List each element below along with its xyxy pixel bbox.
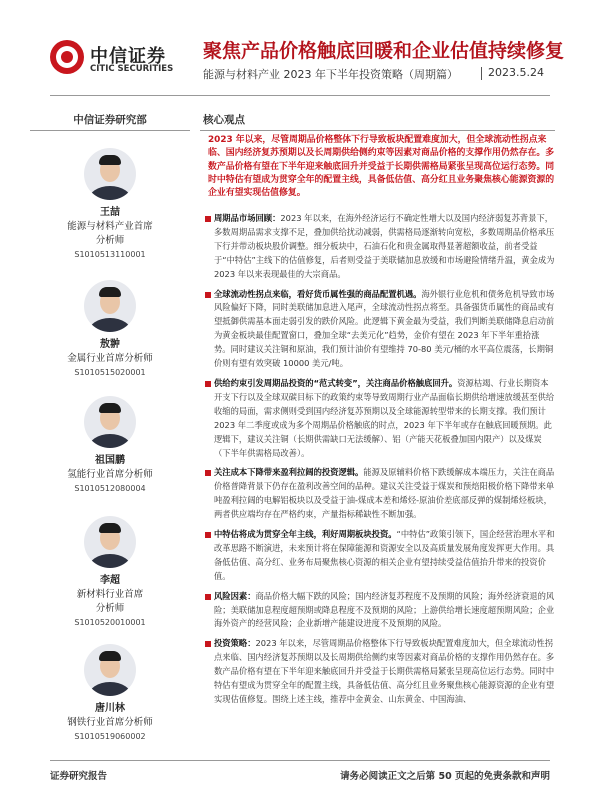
- citic-emblem-icon: [50, 40, 84, 74]
- bullet-square-icon: [205, 532, 211, 538]
- bullet-lead: 风险因素：: [214, 590, 256, 601]
- citic-logo: [50, 38, 190, 88]
- analyst-name: 唐川林: [95, 703, 125, 714]
- analyst-card: [30, 148, 190, 261]
- report-date: 2023.5.24: [488, 66, 544, 79]
- analyst-license-id: S1010519060002: [74, 732, 146, 741]
- bullet-cost-decline: [205, 466, 555, 522]
- analyst-card: [30, 396, 190, 495]
- analyst-card: [30, 644, 190, 743]
- bullet-square-icon: [205, 381, 211, 387]
- bullet-square-icon: [205, 594, 211, 600]
- research-dept-heading: 中信证券研究部: [73, 114, 147, 126]
- analyst-card: [30, 516, 190, 629]
- bullet-square-icon: [205, 641, 211, 647]
- bullet-lead: 中特估将成为贯穿全年主线，利好周期板块投资。: [214, 529, 397, 540]
- analyst-name: 李超: [100, 575, 120, 586]
- sidebar-divider: [30, 130, 190, 131]
- bullet-lead: 供给约束引发周期品投资的“范式转变”，关注商品价格触底回升。: [214, 377, 458, 388]
- bullet-list: [205, 212, 555, 713]
- bullet-lead: 周期品市场回顾：: [214, 213, 281, 223]
- bullet-square-icon: [205, 292, 211, 298]
- core-views-heading: 核心观点: [203, 114, 245, 126]
- analyst-photo: [84, 396, 136, 448]
- footer-report-type: 证券研究报告: [50, 771, 108, 782]
- analyst-role: 钢铁行业首席分析师: [67, 717, 153, 728]
- analyst-license-id: S1010515020001: [74, 368, 146, 377]
- header-divider: [50, 95, 550, 96]
- bullet-liquidity: [205, 288, 555, 371]
- bullet-square-icon: [205, 216, 211, 222]
- bullet-text: 2023 年以来，在海外经济运行不确定性增大以及国内经济弱复苏背景下，多数周期品需求支撑不足，叠加供给扰动减弱，供需格局逐渐转向宽松，多数周期品价格承压下行并带动板块股价调整。细分板块中，石油石化和贵金属取得显著超额收益，前者受益于“中特估”主线下的估值修复，后者则受益于美联储加息放缓和市场避险情绪升温，黄金成为 2023 年以来表现最佳的大宗商品。: [214, 213, 555, 279]
- bullet-text: 海外银行业危机和债务危机导致市场风险偏好下降，同时美联储加息进入尾声，全球流动性拐点将至。具备强货币属性的商品或有望抵御供需基本面走弱引发的跌价风险。此逻辑下黄金最为受益，我们判断美联储降息启动前为黄金板块最佳配置窗口，叠加全球“去美元化”趋势，金价有望在 2023 年下半年重拾涨势。同时建议关注铜和原油，我们预计油价有望维持 70-80 美元/桶的水平高位震荡，长期铜价则有望有效突破 10000 美元/吨。: [214, 288, 555, 369]
- analyst-name: 王喆: [100, 207, 120, 218]
- footer-disclaimer: 请务必阅读正文之后第 50 页起的免责条款和声明: [340, 771, 550, 782]
- bullet-square-icon: [205, 470, 211, 476]
- logo-english-text: CITIC SECURITIES: [90, 64, 174, 74]
- report-title: 聚焦产品价格触底回暖和企业估值持续修复: [203, 40, 565, 62]
- analyst-photo: [84, 644, 136, 696]
- analyst-role: 能源与材料产业首席: [67, 221, 153, 232]
- bullet-text: “中特估”政策引领下，国企经营治理水平和改革思路不断演进，未来预计将在保障能源和资源安全以及高质量发展角度发挥更大作用。具备低估值、高分红、业务布局聚焦核心资源的相关企业有望持续受益估值抬升带来的投资价值。: [214, 529, 555, 581]
- bullet-lead: 关注成本下降带来盈利拉阔的投资逻辑。: [214, 467, 364, 478]
- analyst-license-id: S1010512080004: [74, 484, 146, 493]
- bullet-market-review: [205, 212, 555, 282]
- bullet-lead: 全球流动性拐点来临，看好货币属性强的商品配置机遇。: [214, 288, 422, 299]
- analyst-license-id: S1010520010001: [74, 618, 146, 627]
- bullet-text: 能源及原辅料价格下跌缓解成本端压力，关注在商品价格普降背景下仍存在盈利改善空间的品种。建议关注受益于煤炭和预焙阳极价格下降带来单吨盈利拉阔的电解铝板块以及受益于油-煤成本差和烯烃-原油价差底部反弹的煤制烯烃板块，两者供应端均存在严格约束，产量指标稀缺性不断加强。: [214, 467, 555, 520]
- analyst-role: 氢能行业首席分析师: [67, 469, 153, 480]
- summary-paragraph: 2023 年以来，尽管周期品价格整体下行导致板块配置难度加大，但全球流动性拐点来临、国内经济复苏预期以及长周期供给侧约束等因素对商品价格的支撑作用仍然存在。多数产品价格有望在下半年迎来触底回升并受益于长期供需格局紧张呈现高位运行态势。同时中特估有望成为贯穿全年的配置主线，具备低估值、高分红且业务聚焦核心能源资源的企业有望实现估值修复。: [208, 135, 555, 199]
- bullet-text: 商品价格大幅下跌的风险；国内经济复苏程度不及预期的风险；海外经济衰退的风险；美联储加息程度超预期或降息程度不及预期的风险；上游供给增长速度超预期风险；企业海外资产的经营风险；企业新增产能建设进度不及预期的风险。: [214, 590, 555, 629]
- analyst-role: 金属行业首席分析师: [67, 353, 153, 364]
- report-subtitle: 能源与材料产业 2023 年下半年投资策略（周期篇）: [203, 68, 458, 81]
- core-views-divider: [200, 130, 555, 131]
- bullet-text: 2023 年以来，尽管周期品价格整体下行导致板块配置难度加大，但全球流动性拐点来临、国内经济复苏预期以及长周期供给侧约束等因素对商品价格的支撑作用仍然存在。多数产品价格有望在下半年迎来触底回升并受益于长期供需格局紧张呈现高位运行态势。同时中特估有望成为贯穿全年的配置主线，具备低估值、高分红且业务聚焦核心能源资源的企业有望实现估值修复。围绕上述主线，推荐中金黄金、山东黄金、中国海油、: [214, 638, 555, 704]
- analyst-name: 敖翀: [100, 339, 120, 350]
- analyst-role-cont: 分析师: [95, 603, 125, 614]
- analyst-photo: [84, 516, 136, 568]
- bullet-investment-strategy: [205, 637, 555, 707]
- bullet-text: 资源枯竭、行业长期资本开支下行以及全球双碳目标下的政策约束等导致周期行业产品面临长期供给增速放缓甚至供给收缩的局面，需求侧则受到国内经济复苏预期以及全球能源转型带来的长期支撑。我们预计 2023 年二季度或成为多个周期品价格触底的时点，2023 年下半年或存在触底回暖预期。此逻辑下，建议关注铜（长期供需缺口无法缓解）、铝（产能天花板叠加国内限产）以及煤炭（下半年供需格局改善）。: [214, 377, 555, 458]
- analyst-name: 祖国鹏: [95, 455, 125, 466]
- analyst-license-id: S1010513110001: [74, 250, 146, 259]
- subtitle-separator: [481, 67, 482, 80]
- bullet-soe-valuation: [205, 528, 555, 584]
- logo-chinese-text: 中信证券: [90, 46, 166, 67]
- analyst-photo: [84, 148, 136, 200]
- analyst-role: 新材料行业首席: [76, 589, 144, 600]
- bullet-supply-constraint: [205, 377, 555, 460]
- analyst-photo: [84, 280, 136, 332]
- bullet-risk-factors: [205, 590, 555, 632]
- bullet-lead: 投资策略：: [214, 638, 256, 649]
- analyst-card: [30, 280, 190, 379]
- analyst-role-cont: 分析师: [95, 235, 125, 246]
- footer-divider: [50, 760, 550, 761]
